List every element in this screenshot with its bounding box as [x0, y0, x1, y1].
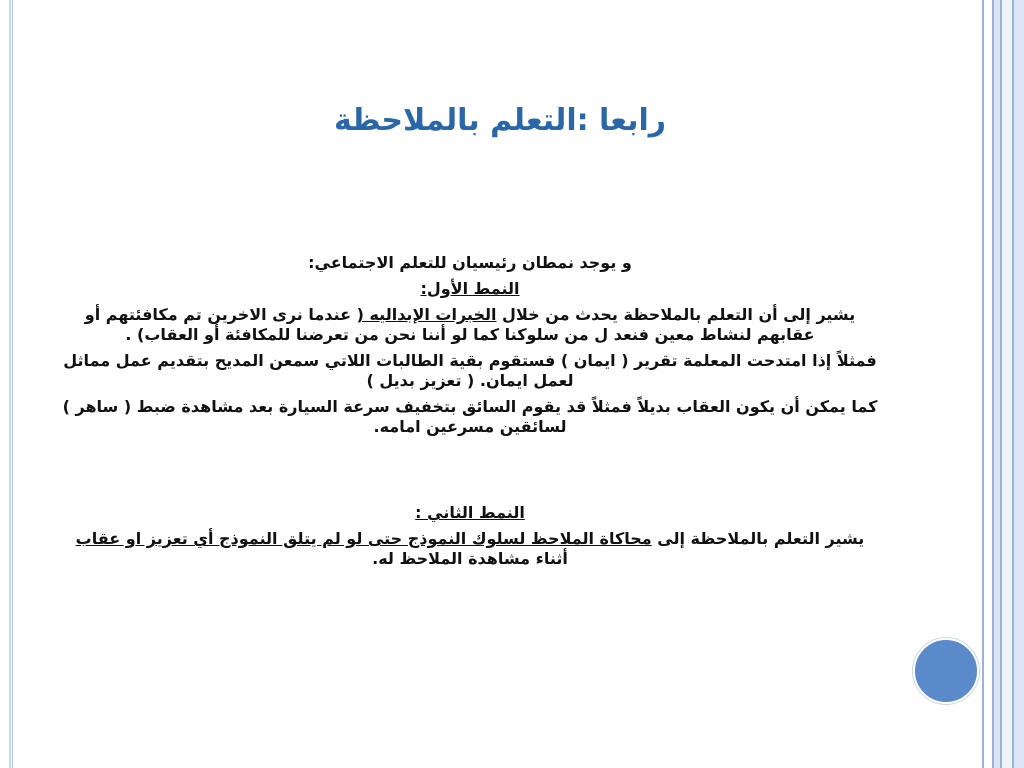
second-pattern-rest: أثناء مشاهدة الملاحظ له.: [372, 549, 568, 568]
first-pattern-p1-lead: يشير إلى أن التعلم بالملاحظة يحدث من خلال: [496, 305, 856, 324]
border-stripe: [1002, 0, 1012, 768]
border-stripe: [984, 0, 992, 768]
intro-text: و يوجد نمطان رئيسيان للتعلم الاجتماعي:: [308, 253, 632, 272]
left-border: [0, 0, 13, 768]
imitation-definition-term: محاكاة الملاحظ لسلوك النموذج حتى لو لم يتلق النموذج أي تعزيز او عقاب: [75, 529, 652, 548]
spacer: [60, 443, 880, 503]
first-pattern-paragraph-2: فمثلاً إذا امتدحت المعلمة تقرير ( ايمان ) فستقوم بقية الطالبات اللاتي سمعن المديح بتقديم عمل مماثل لعمل ايمان. ( تعزيز بديل ): [63, 351, 877, 390]
first-pattern-paragraph-3: كما يمكن أن يكون العقاب بديلاً فمثلاً قد يقوم السائق بتخفيف سرعة السيارة بعد مشاهدة ضبط ( ساهر ) لسائقين مسرعين امامه.: [62, 397, 878, 436]
right-border-decoration: [982, 0, 1024, 768]
second-pattern-lead: يشير التعلم بالملاحظة إلى: [651, 529, 865, 548]
slide-body: [60, 253, 880, 575]
slide-title: رابعا :التعلم بالملاحظة: [333, 103, 667, 138]
left-border-line: [9, 0, 11, 768]
second-pattern-heading: النمط الثاني :: [415, 503, 525, 522]
vicarious-experiences-term: الخبرات الإبداليه (: [356, 305, 497, 324]
second-pattern-paragraph: [60, 529, 880, 569]
decorative-circle: [913, 638, 979, 704]
first-pattern-heading: النمط الأول:: [420, 279, 520, 298]
first-pattern-p1-rest: عندما نرى الاخرين تم مكافئتهم أو عقابهم لنشاط معين فنعد ل من سلوكنا كما لو أننا نحن من تعرضنا للمكافئة أو العقاب) .: [84, 305, 815, 344]
first-pattern-paragraph-1: [60, 305, 880, 345]
border-stripe: [1014, 0, 1024, 768]
